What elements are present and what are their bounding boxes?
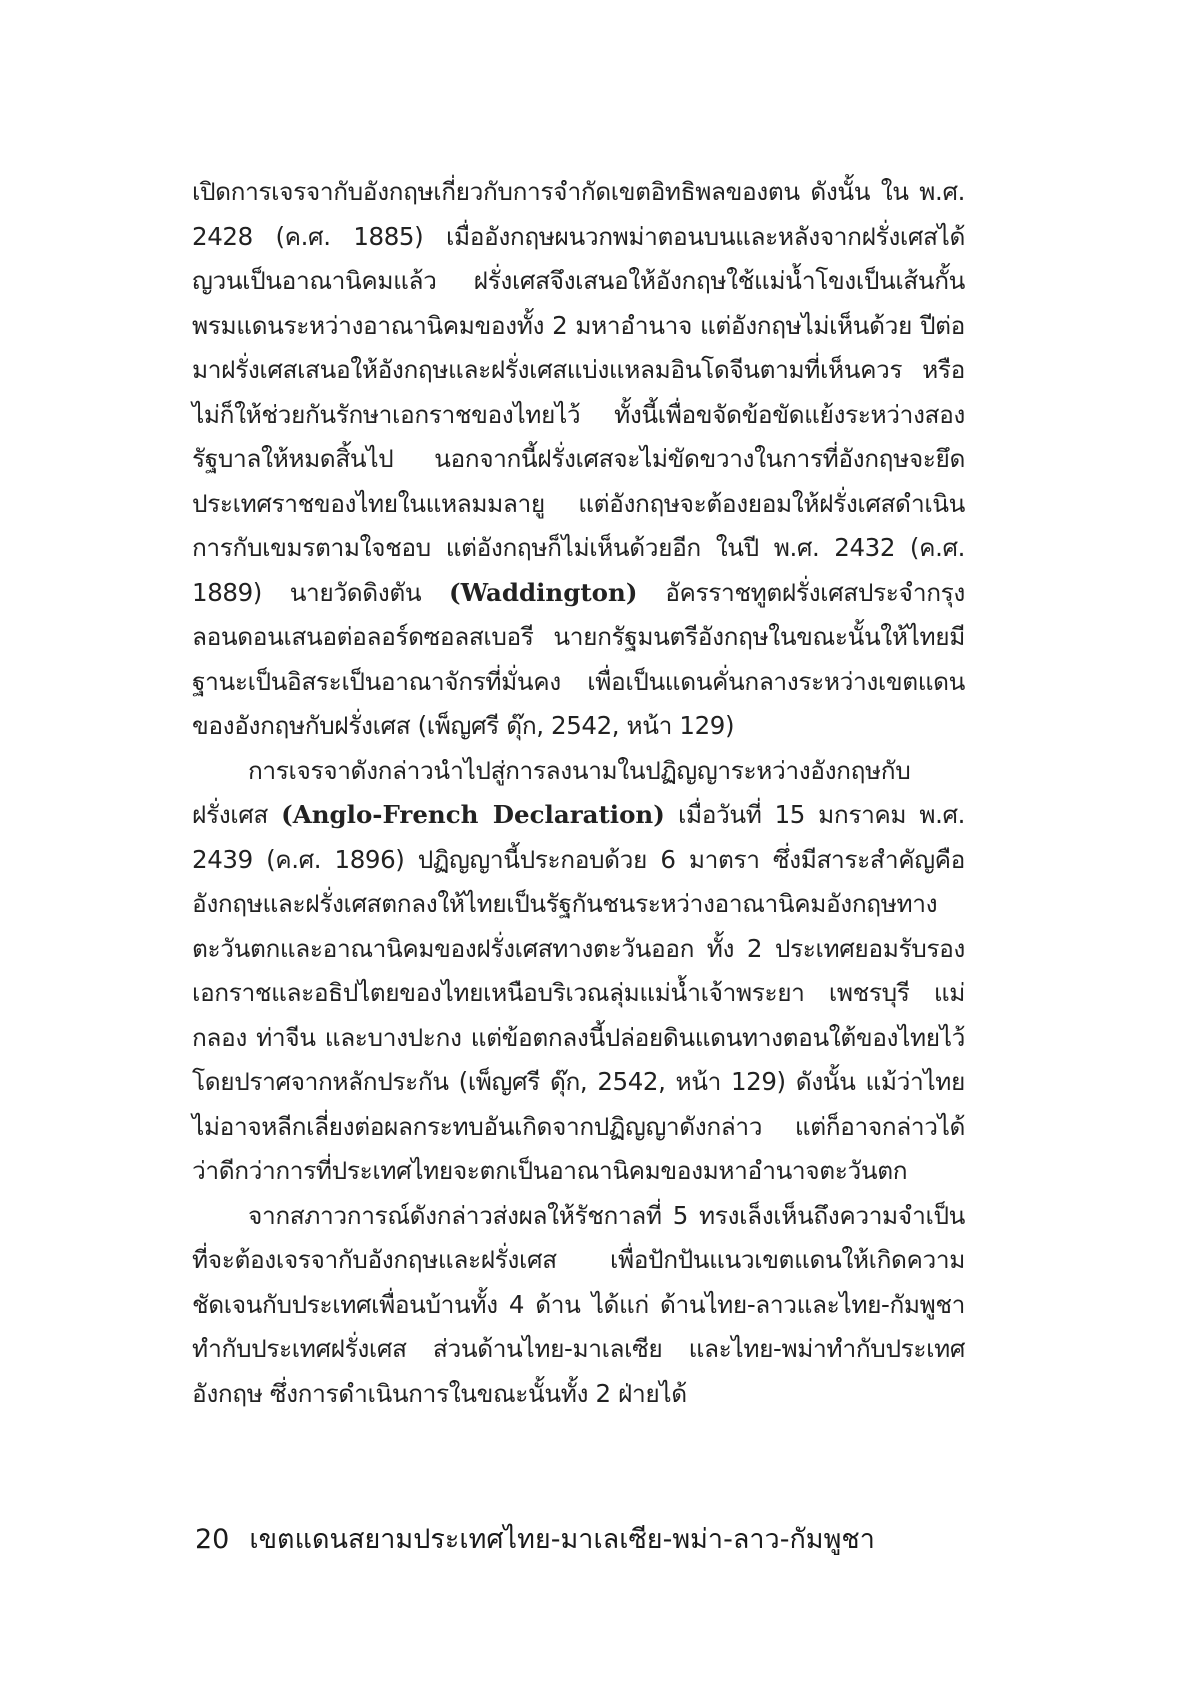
paragraph-1-text-a: เปิดการเจรจากับอังกฤษเกี่ยวกับการจำกัดเขตอิทธิพลของตน ดังนั้น ใน พ.ศ. 2428 (ค.ศ. 1885) เมื่ออังกฤษผนวกพม่าตอนบนและหลังจากฝรั่งเศสได้ญวนเป็นอาณานิคมแล้ว ฝรั่งเศสจึงเสนอให้อังกฤษใช้แม่น้ำโขงเป็นเส้นกั้นพรมแดนระหว่างอาณานิคมของทั้ง 2 มหาอำนาจ แต่อังกฤษไม่เห็นด้วย ปีต่อมาฝรั่งเศสเสนอให้อังกฤษและฝรั่งเศสแบ่งแหลมอินโดจีนตามที่เห็นควร หรือไม่ก็ให้ช่วยกันรักษาเอกราชของไทยไว้ ทั้งนี้เพื่อขจัดข้อขัดแย้งระหว่างสองรัฐบาลให้หมดสิ้นไป นอกจากนี้ฝรั่งเศสจะไม่ขัดขวางในการที่อังกฤษจะยึดประเทศราชของไทยในแหลมมลายู แต่อังกฤษจะต้องยอมให้ฝรั่งเศสดำเนินการกับเขมรตามใจชอบ แต่อังกฤษก็ไม่เห็นด้วยอีก ในปี พ.ศ. 2432 (ค.ศ. 1889) นายวัดดิงตัน — [192, 177, 965, 607]
paragraph-3 — [192, 1194, 965, 1417]
paragraph-1-text-b: อัครราชทูตฝรั่งเศสประจำกรุงลอนดอนเสนอต่อลอร์ดซอลสเบอรี นายกรัฐมนตรีอังกฤษในขณะนั้นให้ไทยมีฐานะเป็นอิสระเป็นอาณาจักรที่มั่นคง เพื่อเป็นแดนคั่นกลางระหว่างเขตแดนของอังกฤษกับฝรั่งเศส (เพ็ญศรี ดุ๊ก, 2542, หน้า 129) — [192, 577, 965, 740]
page-number: 20 — [195, 1524, 230, 1555]
paragraph-3-text: จากสภาวการณ์ดังกล่าวส่งผลให้รัชกาลที่ 5 ทรงเล็งเห็นถึงความจำเป็นที่จะต้องเจรจากับอังกฤษและฝรั่งเศส เพื่อปักปันแนวเขตแดนให้เกิดความชัดเจนกับประเทศเพื่อนบ้านทั้ง 4 ด้าน ได้แก่ ด้านไทย-ลาวและไทย-กัมพูชา ทำกับประเทศฝรั่งเศส ส่วนด้านไทย-มาเลเซีย และไทย-พม่าทำกับประเทศอังกฤษ ซึ่งการดำเนินการในขณะนั้นทั้ง 2 ฝ่ายได้ — [192, 1200, 965, 1408]
page-body — [192, 170, 965, 1416]
page-footer — [195, 1520, 975, 1560]
term-anglo-french-declaration: (Anglo-French Declaration) — [281, 800, 665, 829]
paragraph-2-text-a: การเจรจาดังกล่าวนำไปสู่การลงนามในปฏิญญาระหว่างอังกฤษกับฝรั่งเศส — [192, 755, 911, 829]
term-waddington: (Waddington) — [448, 577, 638, 607]
paragraph-2 — [192, 749, 965, 1194]
paragraph-2-text-b: เมื่อวันที่ 15 มกราคม พ.ศ. 2439 (ค.ศ. 1896) ปฏิญญานี้ประกอบด้วย 6 มาตรา ซึ่งมีสาระสำคัญคือ อังกฤษและฝรั่งเศสตกลงให้ไทยเป็นรัฐกันชนระหว่างอาณานิคมอังกฤษทางตะวันตกและอาณานิคมของฝรั่งเศสทางตะวันออก ทั้ง 2 ประเทศยอมรับรองเอกราชและอธิปไตยของไทยเหนือบริเวณลุ่มแม่น้ำเจ้าพระยา เพชรบุรี แม่กลอง ท่าจีน และบางปะกง แต่ข้อตกลงนี้ปล่อยดินแดนทางตอนใต้ของไทยไว้โดยปราศจากหลักประกัน (เพ็ญศรี ดุ๊ก, 2542, หน้า 129) ดังนั้น แม้ว่าไทยไม่อาจหลีกเลี่ยงต่อผลกระทบอันเกิดจากปฏิญญาดังกล่าว แต่ก็อาจกล่าวได้ว่าดีกว่าการที่ประเทศไทยจะตกเป็นอาณานิคมของมหาอำนาจตะวันตก — [192, 800, 965, 1185]
running-title: เขตแดนสยามประเทศไทย-มาเลเซีย-พม่า-ลาว-กัมพูชา — [249, 1524, 875, 1555]
paragraph-1 — [192, 170, 965, 749]
